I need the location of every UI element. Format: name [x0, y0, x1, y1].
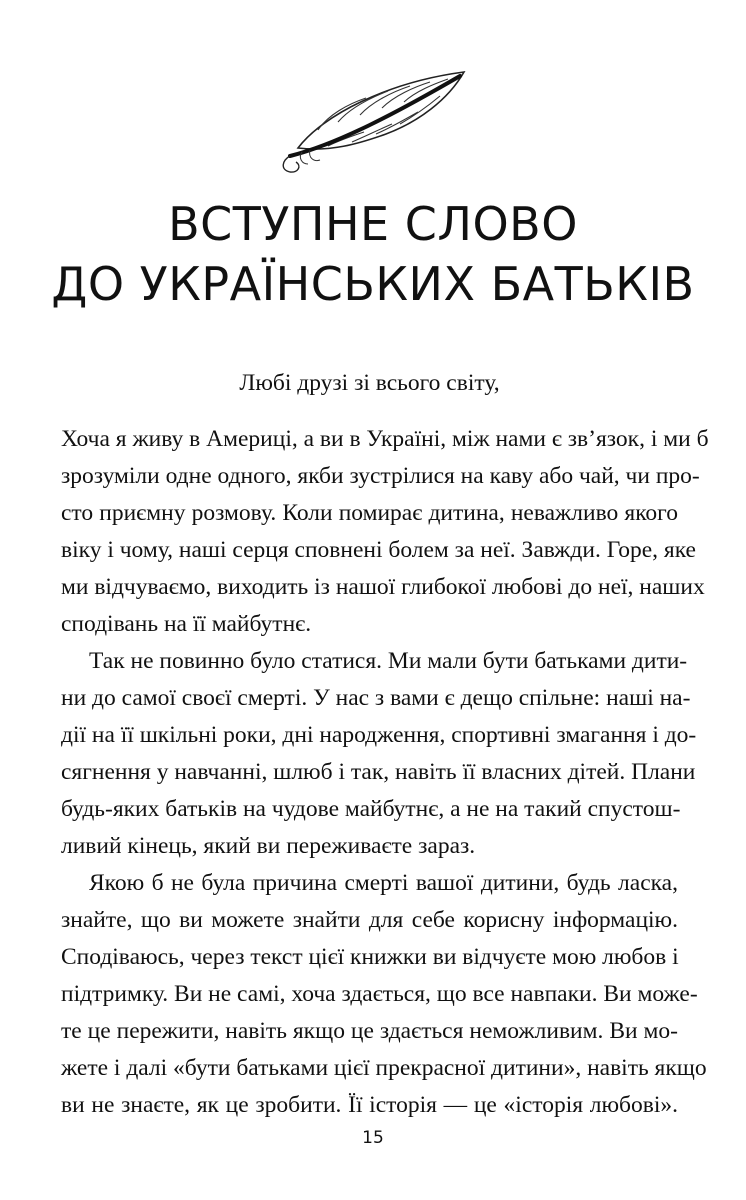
text-line: сягнення у навчанні, шлюб і так, навіть її власних дітей. Плани	[61, 759, 696, 785]
text-line: віку і чому, наші серця сповнені болем за неї. Завжди. Горе, яке	[61, 537, 696, 563]
text-line: знайте, що ви можете знайти для себе корисну інформацію.	[61, 907, 678, 933]
chapter-title	[0, 194, 746, 314]
page-number: 15	[362, 1128, 384, 1148]
text-line: ни до самої своєї смерті. У нас з вами є дещо спільне: наші на-	[61, 685, 691, 711]
text-line: Хоча я живу в Америці, а ви в Україні, між нами є зв’язок, і ми б	[61, 426, 709, 452]
text-line: дії на її шкільні роки, дні народження, спортивні змагання і до-	[61, 722, 697, 748]
chapter-title-line-2: ДО УКРАЇНСЬКИХ БАТЬКІВ	[51, 257, 695, 311]
text-line: Якою б не була причина смерті вашої дитини, будь ласка,	[89, 870, 678, 896]
text-line: сподівань на її майбутнє.	[61, 611, 312, 637]
text-line: те це пережити, навіть якщо це здається неможливим. Ви мо-	[61, 1018, 678, 1044]
salutation: Любі друзі зі всього світу,	[239, 370, 500, 396]
text-line: жете і далі «бути батьками цієї прекрасної дитини», навіть якщо	[61, 1055, 707, 1081]
text-line: Так не повинно було статися. Ми мали бути батьками дити-	[89, 648, 688, 674]
text-line: Сподіваюсь, через текст цієї книжки ви відчуєте мою любов і	[61, 944, 679, 970]
text-line: будь-яких батьків на чудове майбутнє, а не на такий спустош-	[61, 796, 681, 822]
text-line: ми відчуваємо, виходить із нашої глибокої любові до неї, наших	[61, 574, 705, 600]
text-line: зрозуміли одне одного, якби зустрілися на каву або чай, чи про-	[61, 463, 700, 489]
text-line: ви не знаєте, як це зробити. Її історія — це «історія любові».	[61, 1092, 678, 1118]
text-line: ливий кінець, який ви переживаєте зараз.	[61, 833, 476, 859]
text-line: підтримку. Ви не самі, хоча здається, що все навпаки. Ви може-	[61, 981, 698, 1007]
chapter-title-line-1: ВСТУПНЕ СЛОВО	[168, 197, 578, 251]
text-line: сто приємну розмову. Коли помирає дитина, неважливо якого	[61, 500, 678, 526]
feather-icon	[268, 60, 478, 180]
